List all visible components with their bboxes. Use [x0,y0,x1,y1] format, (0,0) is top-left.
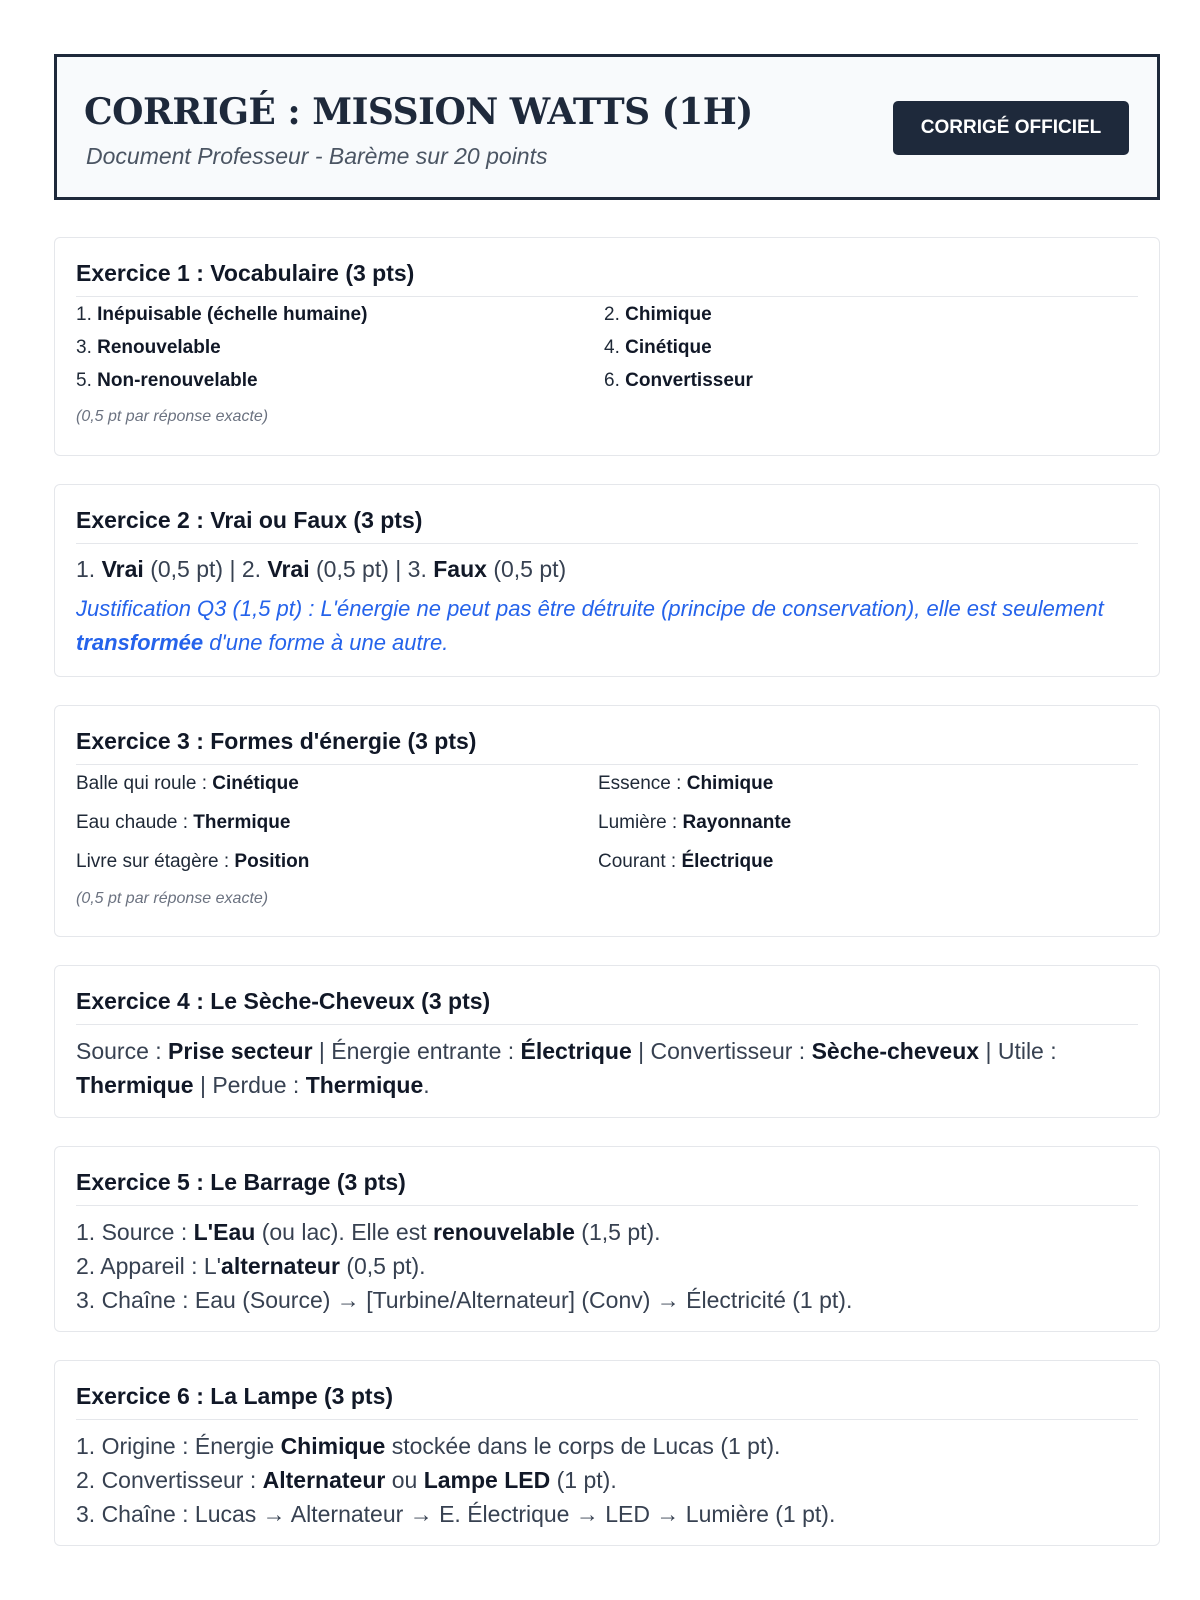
scoring-note: (0,5 pt par réponse exacte) [76,890,269,907]
exercise-5-title: Exercice 5 : Le Barrage (3 pts) [76,1147,1138,1206]
exercise-3-card [54,705,1160,937]
list-item: Eau chaude : Thermique [76,812,291,833]
list-item: Essence : Chimique [598,773,774,794]
list-item: 5. Non-renouvelable [76,370,258,391]
answer-line: 1. Origine : Énergie Chimique stockée dans le corps de Lucas (1 pt). [76,1433,781,1459]
exercise-5-card [54,1146,1160,1332]
scoring-note: (0,5 pt par réponse exacte) [76,408,269,425]
exercise-3-answers [76,773,1138,873]
document-header [54,54,1160,200]
exercise-1-title: Exercice 1 : Vocabulaire (3 pts) [76,238,1138,297]
list-item: Livre sur étagère : Position [76,851,310,872]
list-item: Courant : Électrique [598,851,774,872]
justification-text: Justification Q3 (1,5 pt) : L'énergie ne peut pas être détruite (principe de conservation), elle est seulement transformée d'une forme à une autre. [76,596,1104,655]
exercise-5-answers [76,1215,1138,1317]
exercise-1-card [54,237,1160,456]
exercise-6-card [54,1360,1160,1546]
list-item: Lumière : Rayonnante [598,812,792,833]
answer-line: 2. Convertisseur : Alternateur ou Lampe LED (1 pt). [76,1467,617,1493]
answer-line: 3. Chaîne : Lucas → Alternateur → E. Électrique → LED → Lumière (1 pt). [76,1501,836,1527]
list-item: Balle qui roule : Cinétique [76,773,299,794]
exercise-2-title: Exercice 2 : Vrai ou Faux (3 pts) [76,485,1138,544]
list-item: 4. Cinétique [604,337,712,358]
list-item: 6. Convertisseur [604,370,753,391]
answer-line: 2. Appareil : L'alternateur (0,5 pt). [76,1253,426,1279]
exercise-6-answers [76,1429,1138,1531]
list-item: 1. Inépuisable (échelle humaine) [76,304,368,325]
official-correction-badge: CORRIGÉ OFFICIEL [893,101,1129,155]
true-false-answers: 1. Vrai (0,5 pt) | 2. Vrai (0,5 pt) | 3. Faux (0,5 pt) [76,556,567,582]
exercise-1-answers [76,304,1138,392]
energy-chain-answer: Source : Prise secteur | Énergie entrante : Électrique | Convertisseur : Sèche-cheveux | Utile : Thermique | Perdue : Thermique. [76,1038,1057,1098]
answer-line: 1. Source : L'Eau (ou lac). Elle est renouvelable (1,5 pt). [76,1219,661,1245]
page-title: CORRIGÉ : MISSION WATTS (1H) [84,91,753,133]
exercise-3-title: Exercice 3 : Formes d'énergie (3 pts) [76,706,1138,765]
exercise-6-title: Exercice 6 : La Lampe (3 pts) [76,1361,1138,1420]
page-subtitle: Document Professeur - Barème sur 20 points [86,143,548,169]
answer-line: 3. Chaîne : Eau (Source) → [Turbine/Alternateur] (Conv) → Électricité (1 pt). [76,1287,853,1313]
exercise-4-card [54,965,1160,1118]
exercise-4-title: Exercice 4 : Le Sèche-Cheveux (3 pts) [76,966,1138,1025]
list-item: 2. Chimique [604,304,712,325]
list-item: 3. Renouvelable [76,337,221,358]
exercise-2-card [54,484,1160,677]
